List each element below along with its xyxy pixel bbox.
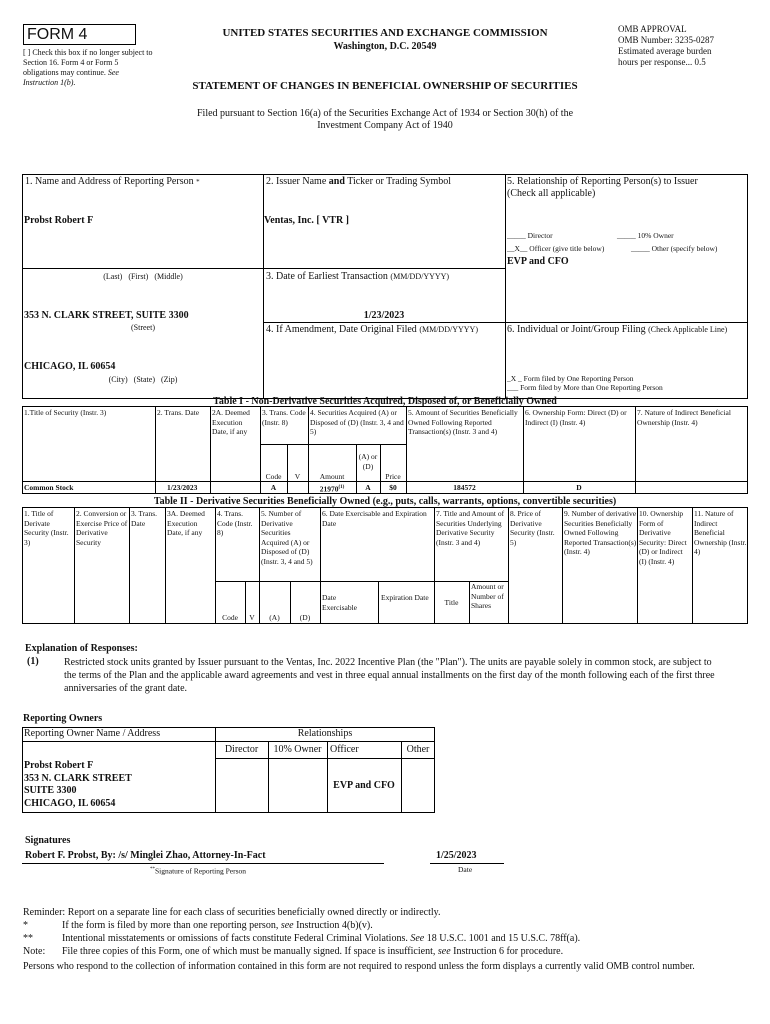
t1-row-amount: 21970$^{(1)}$ bbox=[319, 484, 345, 494]
officer-checkbox[interactable]: __X__ Officer (give title below) bbox=[507, 244, 605, 253]
check-box-note[interactable]: [ ] Check this box if no longer subject to Section 16. Form 4 or Form 5 obligations may continue. See Instruction 1(b). bbox=[23, 48, 153, 87]
explanation-heading: Explanation of Responses: bbox=[25, 643, 138, 654]
director-checkbox[interactable]: _____ Director bbox=[507, 231, 553, 240]
box5-label: 5. Relationship of Reporting Person(s) to Issuer (Check all applicable) bbox=[507, 176, 698, 199]
t1-col-date: 2. Trans. Date bbox=[157, 408, 200, 417]
t1-col-form: 6. Ownership Form: Direct (D) or Indirect (I) (Instr. 4) bbox=[525, 408, 627, 427]
t2-sub-exp: Expiration Date bbox=[381, 593, 429, 602]
form-title: FORM 4 bbox=[27, 26, 88, 43]
t1-row-code: A bbox=[270, 483, 277, 492]
reporting-person-city: CHICAGO, IL 60654 bbox=[24, 361, 116, 372]
t2-col-code: 4. Trans. Code (Instr. 8) bbox=[217, 509, 253, 537]
t1-sub-price: Price bbox=[385, 472, 401, 481]
t1-row-aord: A bbox=[365, 483, 371, 492]
owners-col-name: Reporting Owner Name / Address bbox=[24, 728, 161, 739]
footnote-star-mark: * bbox=[23, 920, 28, 931]
t2-col-date: 3. Trans. Date bbox=[131, 509, 158, 528]
footnote-double-star: Intentional misstatements or omissions of facts constitute Federal Criminal Violations. See 18 U.S.C. 1001 and 15 U.S.C. 78ff(a). bbox=[62, 933, 581, 944]
city-caption: (City) (State) (Zip) bbox=[108, 375, 178, 384]
reporting-person-street: 353 N. CLARK STREET, SUITE 3300 bbox=[24, 310, 189, 321]
t1-col-nature: 7. Nature of Indirect Beneficial Ownership (Instr. 4) bbox=[637, 408, 731, 427]
agency-name: UNITED STATES SECURITIES AND EXCHANGE COMMISSION bbox=[222, 27, 548, 39]
date-line bbox=[430, 863, 504, 864]
t1-row-security: Common Stock bbox=[24, 483, 74, 492]
t2-col-title: 1. Title of Derivate Security (Instr. 3) bbox=[24, 509, 69, 547]
officer-title: EVP and CFO bbox=[507, 256, 569, 267]
filed-pursuant: Filed pursuant to Section 16(a) of the Securities Exchange Act of 1934 or Section 30(h) of the Investment Company Act of 1940 bbox=[196, 108, 574, 131]
owner-officer-title: EVP and CFO bbox=[333, 780, 395, 791]
t2-col-owned: 9. Number of derivative Securities Beneficially Owned Following Reported Transaction(s) (Instr. 4) bbox=[564, 509, 637, 556]
t1-col-security: 1.Title of Security (Instr. 3) bbox=[24, 408, 107, 417]
signature-line bbox=[22, 863, 384, 864]
name-caption: (Last) (First) (Middle) bbox=[103, 272, 183, 281]
t2-sub-code: Code bbox=[222, 613, 238, 622]
t1-sub-code: Code bbox=[265, 472, 282, 481]
street-caption: (Street) bbox=[131, 323, 155, 332]
t2-sub-title: Title bbox=[444, 598, 459, 607]
t2-sub-a: (A) bbox=[269, 613, 280, 622]
t2-col-deemed: 3A. Deemed Execution Date, if any bbox=[167, 509, 205, 537]
t1-col-owned: 5. Amount of Securities Beneficially Owned Following Reported Transaction(s) (Instr. 3 and 4) bbox=[408, 408, 518, 436]
top-boxes-frame bbox=[22, 174, 748, 399]
signature-caption: **Signature of Reporting Person bbox=[150, 866, 247, 876]
reporting-person-name: Probst Robert F bbox=[24, 215, 94, 226]
t2-col-exercisable: 6. Date Exercisable and Expiration Date bbox=[322, 509, 427, 528]
t2-sub-date-ex: Date Exercisable bbox=[322, 593, 357, 612]
t1-row-price: $0 bbox=[389, 483, 397, 492]
box6-label: 6. Individual or Joint/Group Filing (Check Applicable Line) bbox=[507, 324, 728, 335]
signer-name: Robert F. Probst, By: /s/ Minglei Zhao, Attorney-In-Fact bbox=[25, 850, 266, 861]
note-label: Note: bbox=[23, 946, 46, 957]
t1-col-code: 3. Trans. Code (Instr. 8) bbox=[262, 408, 306, 427]
footnote-star: If the form is filed by more than one reporting person, see Instruction 4(b)(v). bbox=[62, 920, 373, 931]
omb-approval: OMB APPROVAL OMB Number: 3235-0287 Estimated average burden hours per response... 0.5 bbox=[618, 24, 714, 67]
t2-col-underlying: 7. Title and Amount of Securities Underlying Derivative Security (Instr. 3 and 4) bbox=[436, 509, 505, 547]
signature-date: 1/25/2023 bbox=[436, 850, 477, 861]
t1-row-form: D bbox=[576, 483, 582, 492]
t2-col-nature: 11. Nature of Indirect Beneficial Ownership (Instr. 4) bbox=[694, 509, 747, 556]
date-caption: Date bbox=[458, 865, 473, 874]
t2-sub-amount: Amount or Number of Shares bbox=[471, 582, 504, 610]
t2-sub-v: V bbox=[249, 613, 255, 622]
persons-notice: Persons who respond to the collection of information contained in this form are not required to respond unless the form displays a currently valid OMB control number. bbox=[23, 961, 695, 972]
single-filer-option[interactable]: _X _ Form filed by One Reporting Person bbox=[507, 374, 634, 383]
t1-col-acquired: 4. Securities Acquired (A) or Disposed of (D) (Instr. 3, 4 and 5) bbox=[310, 408, 404, 436]
footnote-double-star-mark: ** bbox=[23, 933, 33, 944]
owner-name-address: Probst Robert F 353 N. CLARK STREET SUITE 3300 CHICAGO, IL 60654 bbox=[24, 760, 132, 809]
owners-col-ten-pct: 10% Owner bbox=[273, 744, 322, 755]
t1-row-owned: 184572 bbox=[453, 483, 476, 492]
group-filer-option[interactable]: ___ Form filed by More than One Reporting Person bbox=[507, 383, 663, 392]
box4-label: 4. If Amendment, Date Original Filed (MM/DD/YYYY) bbox=[266, 324, 478, 335]
explanation-text: Restricted stock units granted by Issuer pursuant to the Ventas, Inc. 2022 Incentive Plan (the "Plan"). The units are payable solely in common stock, are subject to the terms of the Plan and the applicable award agreements and vest in three equal annual installments on the first day of the month following each of the first three anniversaries of the grant date. bbox=[64, 657, 715, 694]
reminder: Reminder: Report on a separate line for each class of securities beneficially owned directly or indirectly. bbox=[23, 907, 441, 918]
box2-label: 2. Issuer Name and Ticker or Trading Symbol bbox=[266, 176, 452, 187]
box1-label: 1. Name and Address of Reporting Person * bbox=[25, 176, 200, 187]
note-text: File three copies of this Form, one of which must be manually signed. If space is insufficient, see Instruction 6 for procedure. bbox=[62, 946, 564, 957]
t1-sub-aord: (A) or (D) bbox=[358, 452, 378, 471]
t2-col-price: 8. Price of Derivative Security (Instr. 5) bbox=[510, 509, 555, 547]
t2-sub-d: (D) bbox=[299, 613, 311, 622]
signatures-heading: Signatures bbox=[25, 835, 71, 846]
t2-col-number: 5. Number of Derivative Securities Acquired (A) or Disposed of (D) (Instr. 3, 4 and 5) bbox=[261, 509, 313, 566]
issuer-name: Ventas, Inc. [ VTR ] bbox=[264, 215, 350, 226]
t1-sub-v: V bbox=[294, 472, 301, 481]
table1-title: Table I - Non-Derivative Securities Acquired, Disposed of, or Beneficially Owned bbox=[213, 396, 557, 407]
t1-sub-amount: Amount bbox=[319, 472, 345, 481]
t2-col-form: 10. Ownership Form of Derivative Security: Direct (D) or Indirect (I) (Instr. 4) bbox=[639, 509, 687, 566]
statement-title: STATEMENT OF CHANGES IN BENEFICIAL OWNERSHIP OF SECURITIES bbox=[192, 80, 578, 92]
t1-col-deemed: 2A. Deemed Execution Date, if any bbox=[212, 408, 250, 436]
owners-col-other: Other bbox=[406, 744, 430, 755]
t1-row-date: 1/23/2023 bbox=[167, 483, 198, 492]
t2-col-conversion: 2. Conversion or Exercise Price of Derivative Security bbox=[76, 509, 128, 547]
earliest-transaction-date: 1/23/2023 bbox=[363, 310, 405, 321]
owners-col-director: Director bbox=[224, 744, 259, 755]
form-title-box bbox=[23, 24, 136, 45]
table2-title: Table II - Derivative Securities Beneficially Owned (e.g., puts, calls, warrants, options, convertible securities) bbox=[153, 496, 617, 507]
ten-percent-owner-checkbox[interactable]: _____ 10% Owner bbox=[617, 231, 674, 240]
agency-location: Washington, D.C. 20549 bbox=[333, 41, 437, 52]
owners-col-officer: Officer bbox=[330, 744, 359, 755]
other-checkbox[interactable]: _____ Other (specify below) bbox=[631, 244, 718, 253]
owners-col-relationships: Relationships bbox=[297, 728, 353, 739]
box3-label: 3. Date of Earliest Transaction (MM/DD/YYYY) bbox=[266, 271, 450, 282]
owners-heading: Reporting Owners bbox=[23, 713, 103, 724]
explanation-number: (1) bbox=[27, 656, 39, 667]
